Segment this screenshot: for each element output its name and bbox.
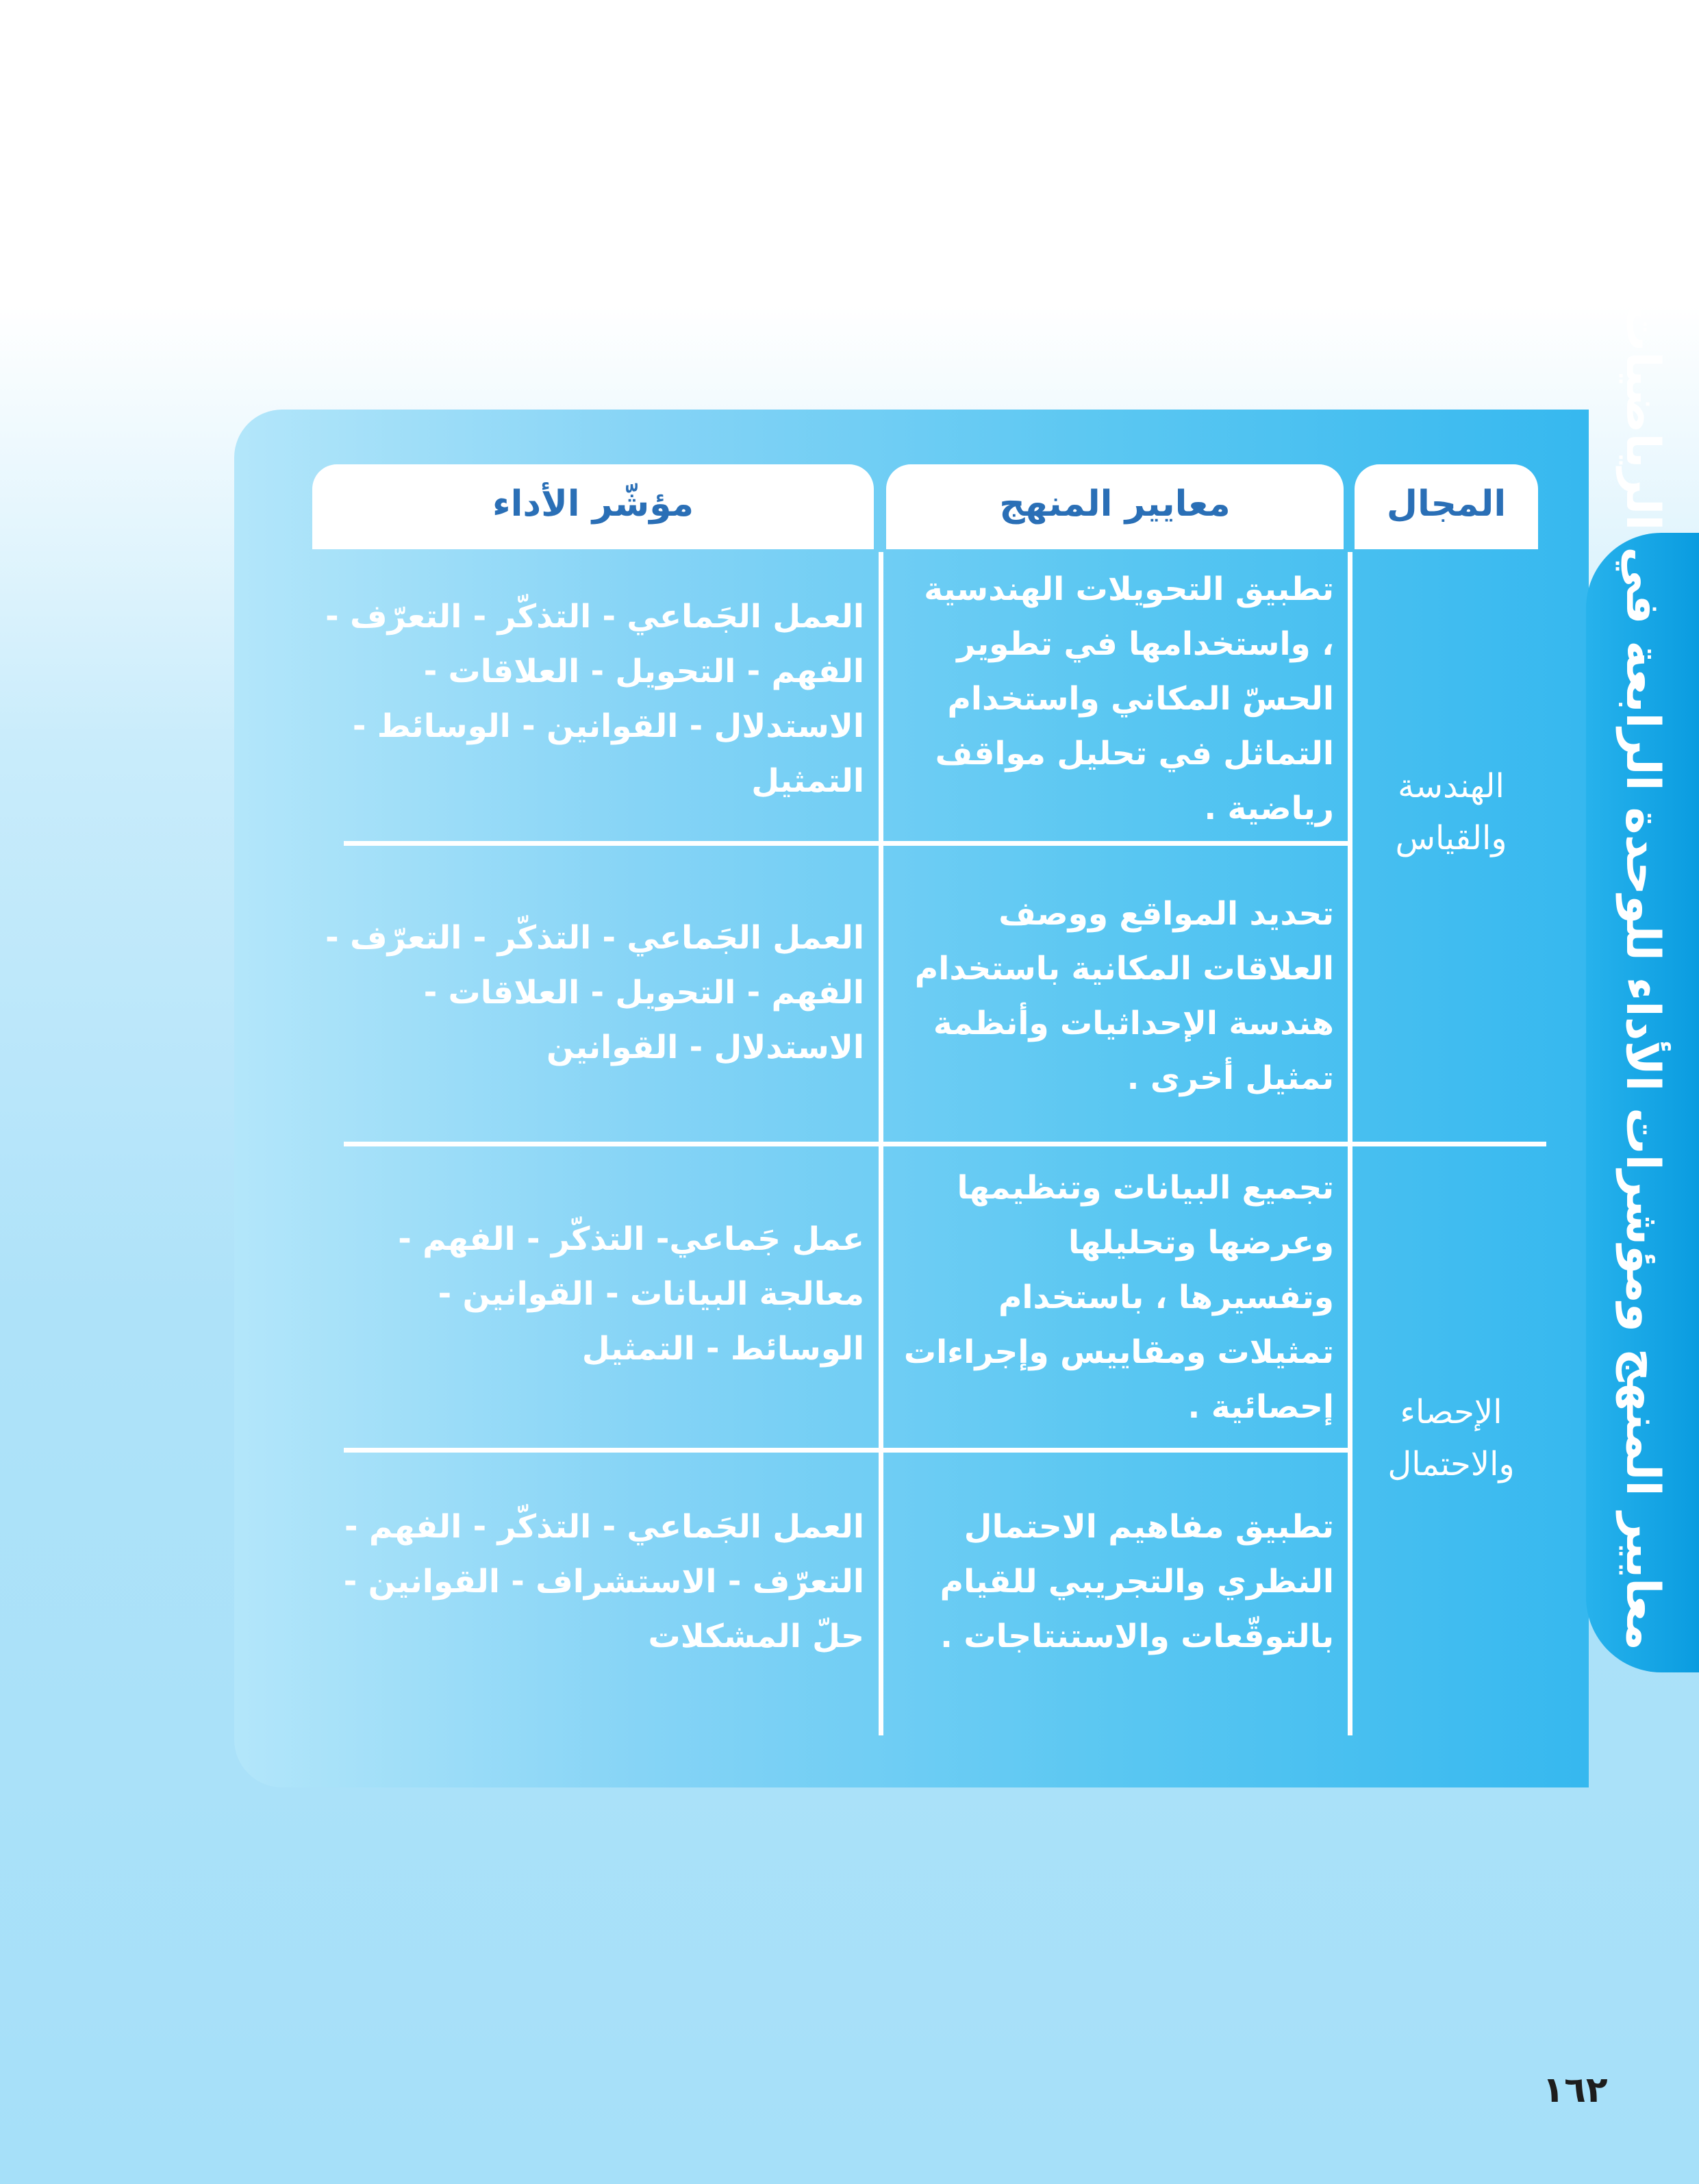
indicator-cell-1 — [322, 579, 864, 819]
standard-cell-3 — [903, 1157, 1334, 1438]
standard-cell-4 — [903, 1479, 1334, 1685]
standard-text-3: تجميع البيانات وتنظيمها وعرضها وتحليلها وتفسيرها ، باستخدام تمثيلات ومقاييس وإجراءات إحصائية . — [903, 1169, 1334, 1426]
grid-line-h2 — [344, 1142, 1546, 1146]
indicator-cell-4 — [322, 1486, 864, 1678]
header-domain: المجال — [1355, 464, 1538, 549]
domain-statistics: الإحصاء والاحتمال — [1387, 1393, 1515, 1483]
header-indicators: مؤشّر الأداء — [312, 464, 874, 549]
domain-geometry: الهندسة والقياس — [1395, 767, 1507, 857]
standard-cell-1 — [903, 570, 1334, 827]
indicator-text-2: العمل الجَماعي - التذكّر - التعرّف - الفهم - التحويل - العلاقات - الاستدلال - القوانين — [325, 919, 864, 1066]
standard-text-1: تطبيق التحويلات الهندسية ، واستخدامها في تطوير الحسّ المكاني واستخدام التماثل في تحليل مواقف رياضية . — [924, 570, 1334, 827]
side-title: معايير المنهج ومؤشرات الأداء للوحدة الرابعة في الرياضيات — [1615, 305, 1670, 1650]
indicator-cell-3 — [322, 1192, 864, 1397]
grid-line-h3 — [344, 1448, 1348, 1453]
standard-cell-2 — [903, 870, 1334, 1123]
header-standards: معايير المنهج — [886, 464, 1344, 549]
page-number: ١٦٢ — [1542, 2070, 1608, 2111]
standard-text-4: تطبيق مفاهيم الاحتمال النظري والتجريبي للقيام بالتوقّعات والاستنتاجات . — [940, 1508, 1334, 1655]
standard-text-2: تحديد المواقع ووصف العلاقات المكانية باستخدام هندسة الإحداثيات وأنظمة تمثيل أخرى . — [914, 895, 1334, 1097]
indicator-text-4: العمل الجَماعي - التذكّر - الفهم - التعرّف - الاستشراف - القوانين - حلّ المشكلات — [343, 1508, 864, 1655]
indicator-text-1: العمل الجَماعي - التذكّر - التعرّف - الفهم - التحويل - العلاقات - الاستدلال - القوانين - الوسائط - التمثيل — [325, 598, 864, 800]
indicator-cell-2 — [322, 890, 864, 1096]
indicator-text-3: عمل جَماعي- التذكّر - الفهم - معالجة البيانات - القوانين - الوسائط - التمثيل — [398, 1220, 864, 1368]
grid-line-h1 — [344, 841, 1348, 846]
